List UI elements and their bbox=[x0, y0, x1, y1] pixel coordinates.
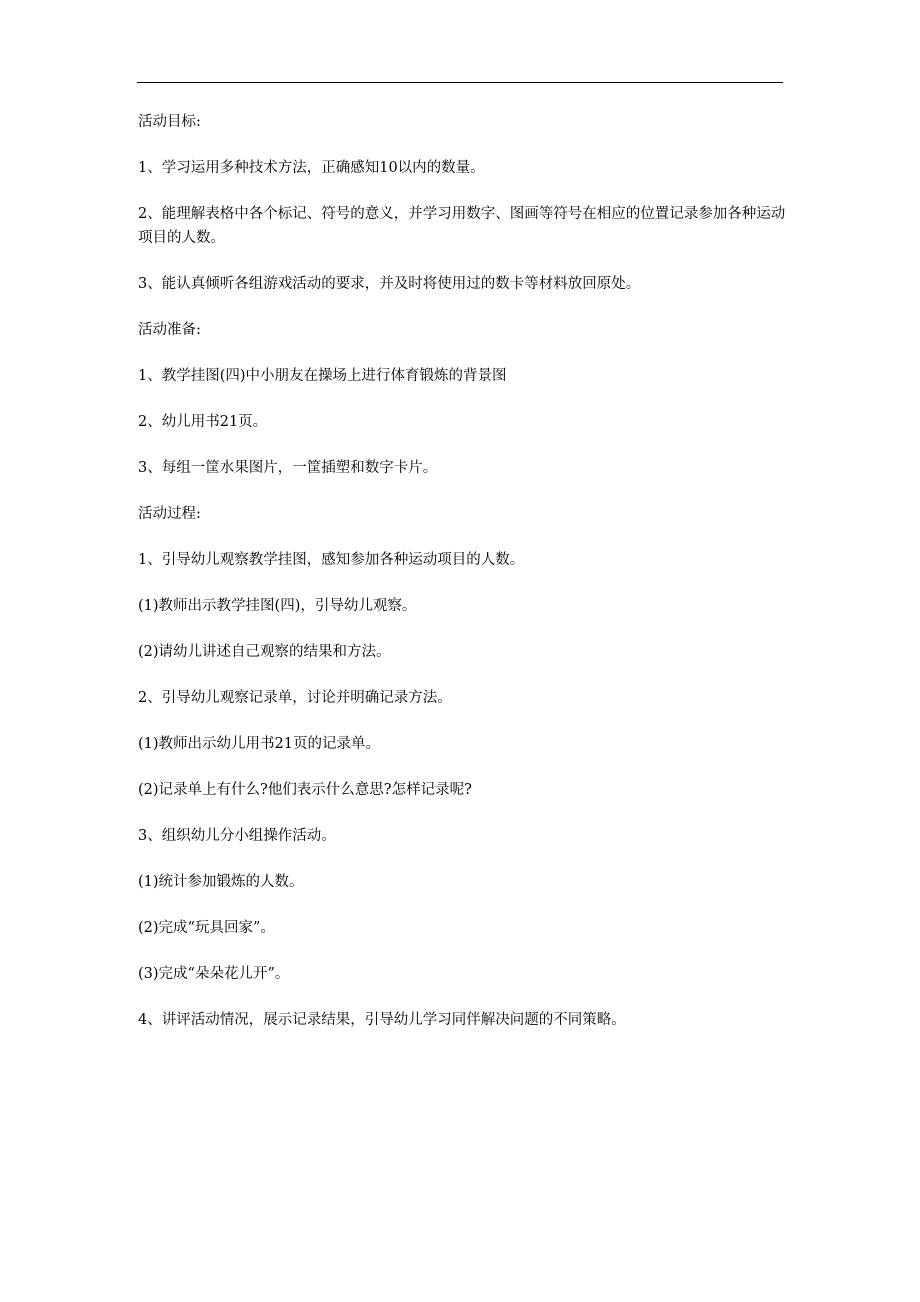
document-body bbox=[138, 110, 786, 1054]
process-substep-1-2: (2)请幼儿讲述自己观察的结果和方法。 bbox=[138, 644, 391, 660]
process-substep-3-2: (2)完成“玩具回家”。 bbox=[138, 920, 275, 936]
header-rule bbox=[137, 82, 783, 83]
process-step-3: 3、组织幼儿分小组操作活动。 bbox=[138, 828, 336, 844]
goal-item-1: 1、学习运用多种技术方法，正确感知10以内的数量。 bbox=[138, 160, 485, 176]
process-step-4: 4、讲评活动情况，展示记录结果，引导幼儿学习同伴解决问题的不同策略。 bbox=[138, 1012, 626, 1028]
goal-item-2: 2、能理解表格中各个标记、符号的意义，并学习用数字、图画等符号在相应的位置记录参加各种运动项目的人数。 bbox=[138, 206, 786, 246]
section-heading-preparation: 活动准备: bbox=[138, 322, 201, 338]
section-heading-goals: 活动目标: bbox=[138, 114, 201, 130]
process-substep-2-2: (2)记录单上有什么?他们表示什么意思?怎样记录呢? bbox=[138, 782, 472, 798]
process-substep-2-1: (1)教师出示幼儿用书21页的记录单。 bbox=[138, 736, 380, 752]
process-step-2: 2、引导幼儿观察记录单，讨论并明确记录方法。 bbox=[138, 690, 452, 706]
section-heading-process: 活动过程: bbox=[138, 506, 201, 522]
process-step-1: 1、引导幼儿观察教学挂图，感知参加各种运动项目的人数。 bbox=[138, 552, 525, 568]
goal-item-3: 3、能认真倾听各组游戏活动的要求，并及时将使用过的数卡等材料放回原处。 bbox=[138, 276, 641, 292]
process-substep-3-3: (3)完成“朵朵花儿开”。 bbox=[138, 966, 290, 982]
process-substep-3-1: (1)统计参加锻炼的人数。 bbox=[138, 874, 304, 890]
preparation-item-2: 2、幼儿用书21页。 bbox=[138, 414, 268, 430]
process-substep-1-1: (1)教师出示教学挂图(四)，引导幼儿观察。 bbox=[138, 598, 417, 614]
preparation-item-3: 3、每组一筐水果图片，一筐插塑和数字卡片。 bbox=[138, 460, 438, 476]
preparation-item-1: 1、教学挂图(四)中小朋友在操场上进行体育锻炼的背景图 bbox=[138, 368, 507, 384]
